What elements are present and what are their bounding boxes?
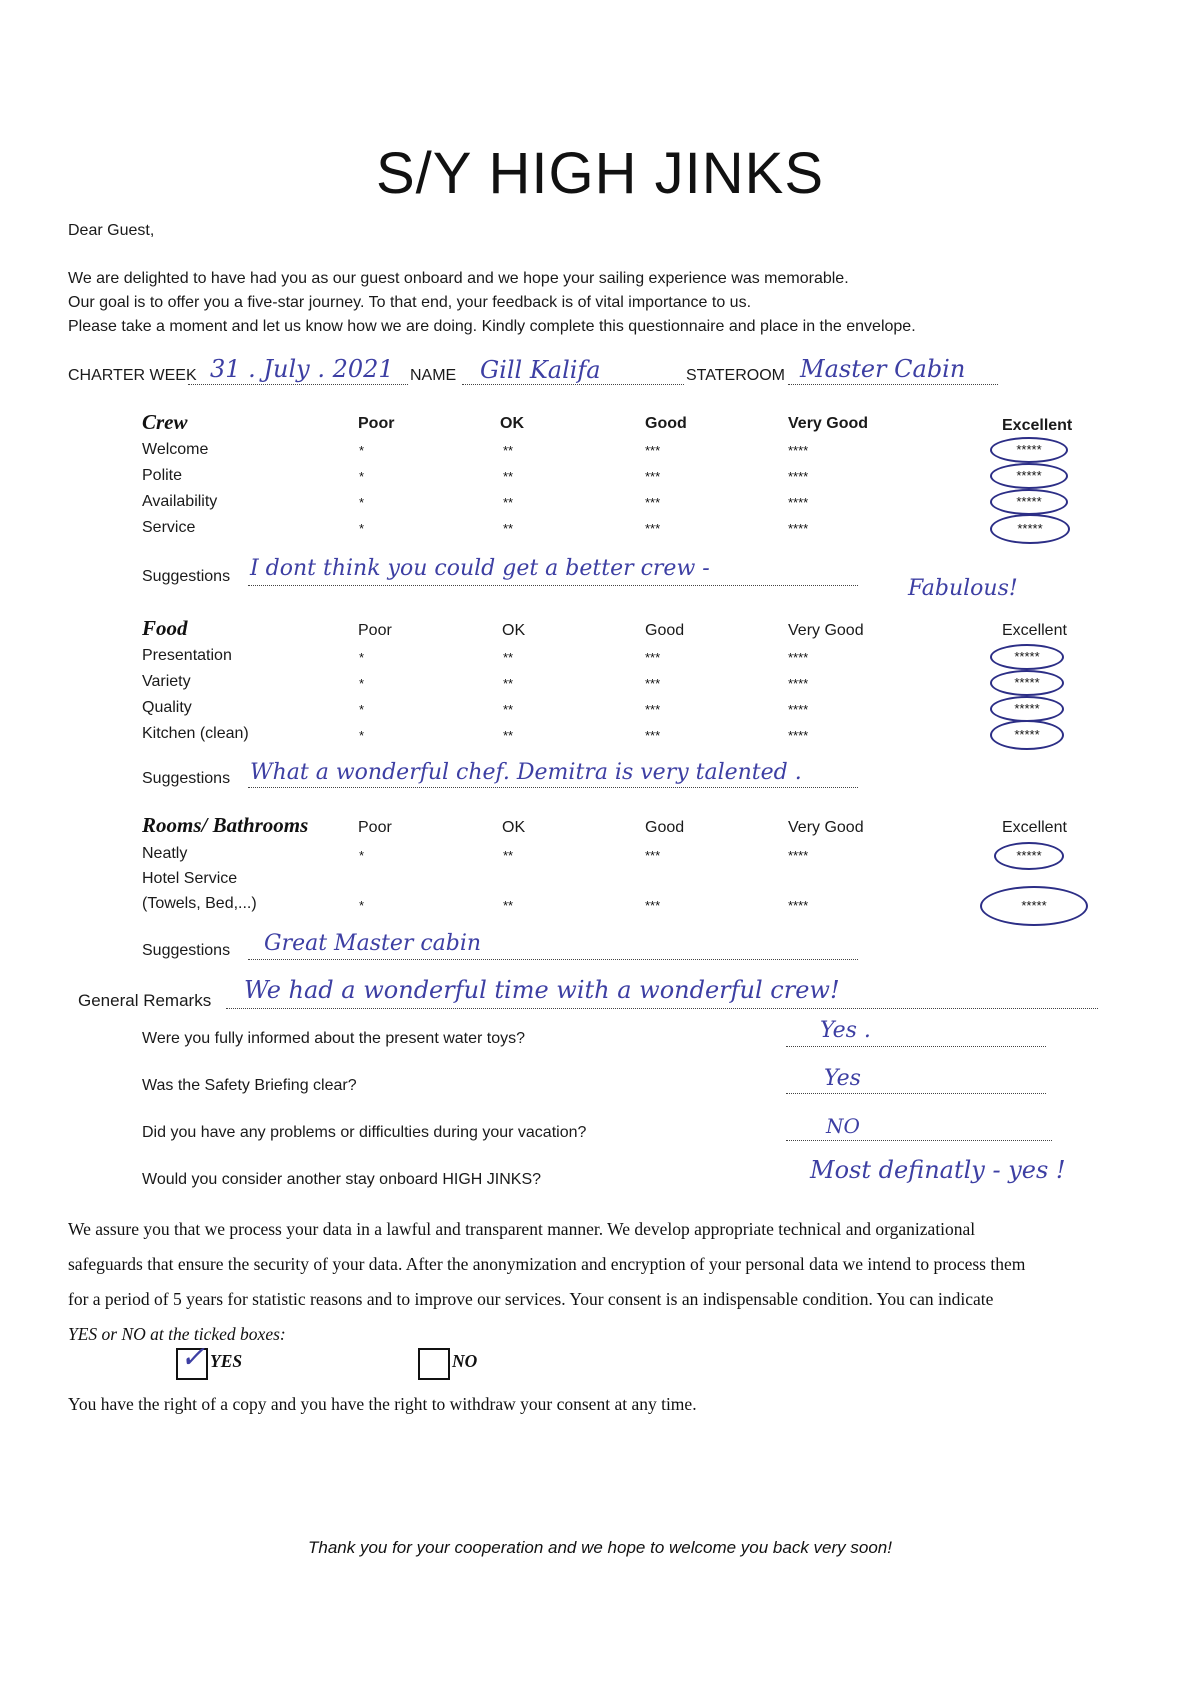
answer-field[interactable] xyxy=(786,1093,1046,1094)
charter-week-value: 31 . July . 2021 xyxy=(210,355,394,383)
rating-good[interactable]: *** xyxy=(645,495,661,510)
rating-ok[interactable]: ** xyxy=(503,495,514,510)
rating-ok[interactable]: ** xyxy=(503,676,514,691)
suggestions-label: Suggestions xyxy=(142,770,231,787)
rating-ok[interactable]: ** xyxy=(503,898,514,913)
suggestions-value-crew: I dont think you could get a better crew - xyxy=(250,556,710,581)
suggestions-label: Suggestions xyxy=(142,568,231,585)
charter-week-label: CHARTER WEEK xyxy=(68,367,197,384)
row-label-towels-bed: (Towels, Bed,...) xyxy=(142,895,257,912)
column-header-poor: Poor xyxy=(358,415,395,432)
answer-water-toys: Yes . xyxy=(820,1018,871,1043)
row-label-quality: Quality xyxy=(142,699,192,716)
check-mark-icon: ✓ xyxy=(180,1340,206,1375)
rating-good[interactable]: *** xyxy=(645,898,661,913)
rating-excellent-selected[interactable]: ***** xyxy=(990,463,1068,489)
general-remarks-field[interactable] xyxy=(226,1008,1098,1009)
rating-ok[interactable]: ** xyxy=(503,728,514,743)
intro-line: Please take a moment and let us know how we are doing. Kindly complete this questionnaire and place in the envelope. xyxy=(68,318,916,335)
column-header-very-good: Very Good xyxy=(788,415,869,432)
rating-ok[interactable]: ** xyxy=(503,702,514,717)
legal-line: safeguards that ensure the security of your data. After the anonymization and encryption of your personal data we intend to process them xyxy=(68,1254,1026,1274)
suggestions-value-rooms: Great Master cabin xyxy=(264,931,482,956)
name-field[interactable] xyxy=(462,384,684,385)
row-label-presentation: Presentation xyxy=(142,647,232,664)
rating-poor[interactable]: * xyxy=(359,676,365,691)
row-label-welcome: Welcome xyxy=(142,441,209,458)
answer-safety-briefing: Yes xyxy=(824,1066,861,1091)
rating-very-good[interactable]: **** xyxy=(788,702,809,717)
rating-good[interactable]: *** xyxy=(645,650,661,665)
stateroom-value: Master Cabin xyxy=(800,355,966,383)
rating-poor[interactable]: * xyxy=(359,469,365,484)
rating-very-good[interactable]: **** xyxy=(788,521,809,536)
intro-line: We are delighted to have had you as our guest onboard and we hope your sailing experience was memorable. xyxy=(68,270,849,287)
rating-poor[interactable]: * xyxy=(359,495,365,510)
stateroom-label: STATEROOM xyxy=(686,367,785,384)
column-header-poor: Poor xyxy=(358,622,392,639)
rating-good[interactable]: *** xyxy=(645,702,661,717)
rating-good[interactable]: *** xyxy=(645,521,661,536)
rating-poor[interactable]: * xyxy=(359,443,365,458)
rating-good[interactable]: *** xyxy=(645,848,661,863)
general-remarks-value: We had a wonderful time with a wonderful crew! xyxy=(244,976,840,1004)
answer-another-stay: Most definatly - yes ! xyxy=(810,1156,1066,1184)
rating-good[interactable]: *** xyxy=(645,443,661,458)
name-value: Gill Kalifa xyxy=(480,356,601,384)
suggestions-value-crew-2: Fabulous! xyxy=(908,576,1018,601)
document-title: S/Y HIGH JINKS xyxy=(375,141,825,206)
question-water-toys: Were you fully informed about the present water toys? xyxy=(142,1030,526,1047)
column-header-very-good: Very Good xyxy=(788,622,864,639)
column-header-excellent: Excellent xyxy=(1002,417,1073,434)
answer-field[interactable] xyxy=(786,1140,1052,1141)
column-header-good: Good xyxy=(645,415,687,432)
legal-line: We assure you that we process your data in a lawful and transparent manner. We develop appropriate technical and organizational xyxy=(68,1219,976,1239)
suggestions-label: Suggestions xyxy=(142,942,231,959)
question-safety-briefing: Was the Safety Briefing clear? xyxy=(142,1077,357,1094)
column-header-poor: Poor xyxy=(358,819,392,836)
rating-very-good[interactable]: **** xyxy=(788,728,809,743)
section-title-food: Food xyxy=(142,616,188,640)
rating-very-good[interactable]: **** xyxy=(788,469,809,484)
row-label-service: Service xyxy=(142,519,196,536)
column-header-good: Good xyxy=(645,622,685,639)
answer-field[interactable] xyxy=(786,1046,1046,1047)
suggestions-field-crew[interactable] xyxy=(248,585,858,586)
rating-good[interactable]: *** xyxy=(645,728,661,743)
rating-excellent-selected[interactable]: ***** xyxy=(980,886,1088,926)
consent-yes-label: YES xyxy=(210,1351,243,1371)
column-header-excellent: Excellent xyxy=(1002,622,1067,639)
column-header-ok: OK xyxy=(502,622,526,639)
consent-no-label: NO xyxy=(452,1351,478,1371)
rights-text: You have the right of a copy and you have the right to withdraw your consent at any time. xyxy=(68,1394,697,1414)
rating-very-good[interactable]: **** xyxy=(788,443,809,458)
rating-excellent-selected[interactable]: ***** xyxy=(990,644,1064,670)
rating-ok[interactable]: ** xyxy=(503,650,514,665)
rating-excellent-selected[interactable]: ***** xyxy=(990,670,1064,696)
column-header-excellent: Excellent xyxy=(1002,819,1067,836)
row-label-neatly: Neatly xyxy=(142,845,188,862)
rating-poor[interactable]: * xyxy=(359,848,365,863)
column-header-good: Good xyxy=(645,819,685,836)
column-header-ok: OK xyxy=(500,415,524,432)
stateroom-field[interactable] xyxy=(788,384,998,385)
rating-poor[interactable]: * xyxy=(359,702,365,717)
consent-no-checkbox[interactable] xyxy=(418,1348,450,1380)
rating-good[interactable]: *** xyxy=(645,469,661,484)
closing-text: Thank you for your cooperation and we hope to welcome you back very soon! xyxy=(307,1538,892,1557)
charter-week-field[interactable] xyxy=(188,384,408,385)
rating-poor[interactable]: * xyxy=(359,728,365,743)
rating-poor[interactable]: * xyxy=(359,898,365,913)
intro-line: Our goal is to offer you a five-star journey. To that end, your feedback is of vital importance to us. xyxy=(68,294,752,311)
rating-ok[interactable]: ** xyxy=(503,848,514,863)
rating-very-good[interactable]: **** xyxy=(788,898,809,913)
name-label: NAME xyxy=(410,367,457,384)
rating-excellent-selected[interactable]: ***** xyxy=(994,842,1064,870)
row-label-hotel-service: Hotel Service xyxy=(142,870,238,887)
rating-very-good[interactable]: **** xyxy=(788,848,809,863)
answer-problems: NO xyxy=(826,1114,860,1138)
row-label-kitchen: Kitchen (clean) xyxy=(142,725,249,742)
legal-line: YES or NO at the ticked boxes: xyxy=(68,1324,286,1344)
suggestions-field-rooms[interactable] xyxy=(248,959,858,960)
rating-excellent-selected[interactable]: ***** xyxy=(990,720,1064,750)
rating-ok[interactable]: ** xyxy=(503,469,514,484)
row-label-availability: Availability xyxy=(142,493,218,510)
section-title-crew: Crew xyxy=(142,410,188,434)
rating-poor[interactable]: * xyxy=(359,521,365,536)
suggestions-value-food: What a wonderful chef. Demitra is very talented . xyxy=(250,760,802,785)
rating-good[interactable]: *** xyxy=(645,676,661,691)
general-remarks-label: General Remarks xyxy=(78,991,212,1010)
rating-ok[interactable]: ** xyxy=(503,521,514,536)
suggestions-field-food[interactable] xyxy=(248,787,858,788)
column-header-very-good: Very Good xyxy=(788,819,864,836)
row-label-variety: Variety xyxy=(142,673,191,690)
rating-very-good[interactable]: **** xyxy=(788,650,809,665)
question-problems: Did you have any problems or difficulties during your vacation? xyxy=(142,1124,587,1141)
section-title-rooms: Rooms/ Bathrooms xyxy=(142,813,309,837)
row-label-polite: Polite xyxy=(142,467,183,484)
greeting: Dear Guest, xyxy=(68,222,155,239)
rating-very-good[interactable]: **** xyxy=(788,495,809,510)
rating-excellent-selected[interactable]: ***** xyxy=(990,696,1064,722)
column-header-ok: OK xyxy=(502,819,526,836)
question-another-stay: Would you consider another stay onboard HIGH JINKS? xyxy=(142,1171,542,1188)
rating-ok[interactable]: ** xyxy=(503,443,514,458)
rating-very-good[interactable]: **** xyxy=(788,676,809,691)
rating-excellent-selected[interactable]: ***** xyxy=(990,437,1068,463)
rating-excellent-selected[interactable]: ***** xyxy=(990,489,1068,515)
legal-line: for a period of 5 years for statistic reasons and to improve our services. Your consent is an indispensable condition. You can indicate xyxy=(68,1289,994,1309)
rating-poor[interactable]: * xyxy=(359,650,365,665)
rating-excellent-selected[interactable]: ***** xyxy=(990,514,1070,544)
